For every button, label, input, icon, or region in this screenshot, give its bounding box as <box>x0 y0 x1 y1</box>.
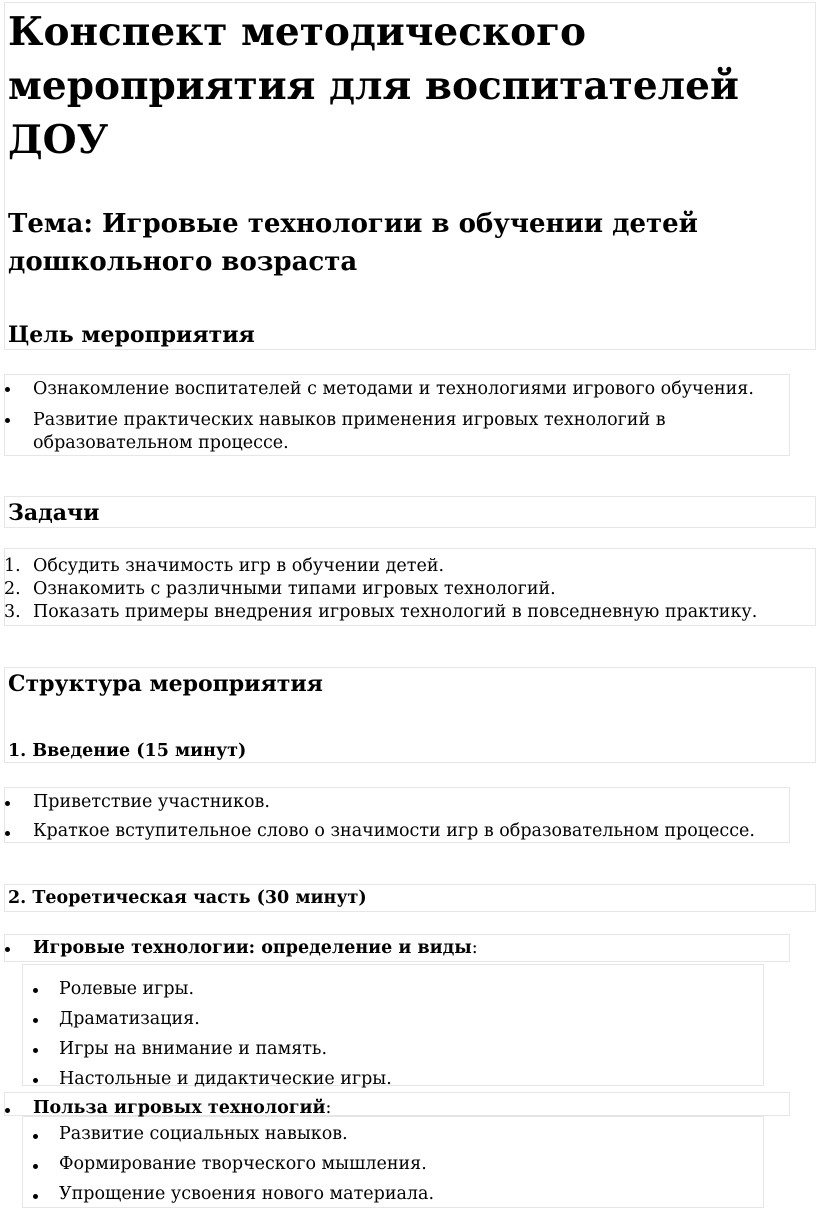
task-number-3: 3. <box>4 602 21 622</box>
bullet-icon <box>33 988 38 993</box>
task-number-2: 2. <box>4 579 21 599</box>
topic-line-1: Тема: Игровые технологии в обучении детей <box>8 209 698 239</box>
page-title-line-1: Конспект методического <box>8 9 587 55</box>
bullet-icon <box>5 418 10 423</box>
goal-item-2-line-1: Развитие практических навыков применения игровых технологий в <box>33 410 666 430</box>
type-item-2: Драматизация. <box>59 1009 200 1029</box>
task-item-2: Ознакомить с различными типами игровых технологий. <box>33 579 556 599</box>
task-number-1: 1. <box>4 556 21 576</box>
tasks-heading: Задачи <box>8 500 100 526</box>
benefits-label-colon: : <box>325 1098 332 1118</box>
benefits-label <box>33 1096 331 1120</box>
bullet-icon <box>5 1108 10 1113</box>
type-item-4: Настольные и дидактические игры. <box>59 1069 392 1089</box>
type-item-3: Игры на внимание и память. <box>59 1039 328 1059</box>
task-item-1: Обсудить значимость игр в обучении детей. <box>33 556 445 576</box>
tasks-heading-frame <box>4 496 816 528</box>
bullet-icon <box>33 1048 38 1053</box>
goal-heading: Цель мероприятия <box>8 322 255 348</box>
theory-heading: 2. Теоретическая часть (30 минут) <box>8 888 367 908</box>
intro-heading: 1. Введение (15 минут) <box>8 741 247 761</box>
goal-item-1: Ознакомление воспитателей с методами и технологиями игрового обучения. <box>33 379 754 399</box>
bullet-icon <box>5 387 10 392</box>
goal-item-2-line-2: образовательном процессе. <box>33 433 289 453</box>
bullet-icon <box>5 831 10 836</box>
benefits-label-text: Польза игровых технологий <box>33 1098 326 1118</box>
intro-item-1: Приветствие участников. <box>33 792 270 812</box>
types-label-colon: : <box>471 938 478 958</box>
bullet-icon <box>33 1134 38 1139</box>
benefit-item-1: Развитие социальных навыков. <box>59 1124 348 1144</box>
page-title-line-3: ДОУ <box>8 117 109 163</box>
task-item-3: Показать примеры внедрения игровых технологий в повседневную практику. <box>33 602 758 622</box>
bullet-icon <box>33 1078 38 1083</box>
bullet-icon <box>5 801 10 806</box>
intro-item-2: Краткое вступительное слово о значимости игр в образовательном процессе. <box>33 821 755 841</box>
benefit-item-2: Формирование творческого мышления. <box>59 1154 427 1174</box>
types-label-text: Игровые технологии: определение и виды <box>33 938 472 958</box>
bullet-icon <box>33 1194 38 1199</box>
benefit-item-3: Упрощение усвоения нового материала. <box>59 1184 435 1204</box>
topic-line-2: дошкольного возраста <box>8 247 358 277</box>
bullet-icon <box>5 947 10 952</box>
page-title-line-2: мероприятия для воспитателей <box>8 63 739 109</box>
types-label <box>33 936 478 960</box>
structure-heading: Структура мероприятия <box>8 671 323 697</box>
bullet-icon <box>33 1018 38 1023</box>
bullet-icon <box>33 1164 38 1169</box>
type-item-1: Ролевые игры. <box>59 979 195 999</box>
